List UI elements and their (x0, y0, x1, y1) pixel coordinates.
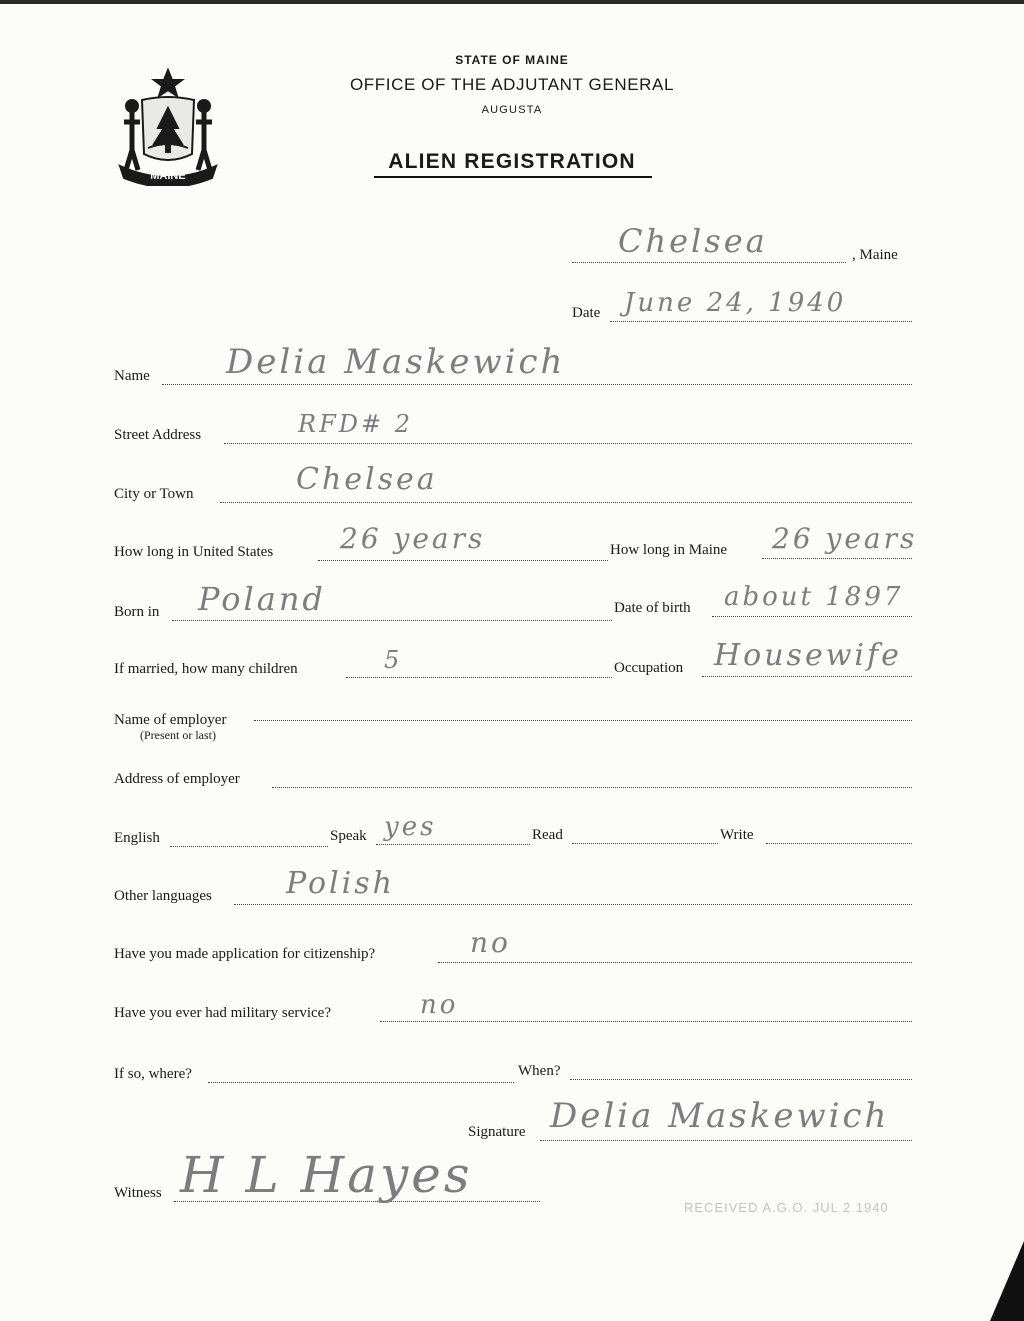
children-line (346, 677, 612, 678)
citizenship-value: no (470, 926, 511, 959)
other-languages-label: Other languages (114, 888, 212, 904)
place-value: Chelsea (618, 222, 768, 260)
signature-value: Delia Maskewich (550, 1096, 890, 1136)
street-value: RFD# 2 (298, 410, 413, 438)
employer-name-label: Name of employer (114, 712, 227, 728)
scan-corner (990, 1241, 1024, 1321)
other-languages-value: Polish (286, 866, 395, 901)
date-line (610, 321, 912, 322)
scan-edge (0, 0, 1024, 4)
how-long-maine-label: How long in Maine (610, 542, 728, 558)
write-label: Write (720, 827, 754, 843)
military-label: Have you ever had military service? (114, 1005, 331, 1021)
when-line (570, 1079, 912, 1080)
street-line (224, 443, 912, 444)
english-label: English (114, 830, 160, 846)
city-line (220, 502, 912, 503)
signature-line (540, 1140, 912, 1141)
born-in-line (172, 620, 612, 621)
seal-label: MAINE (150, 170, 186, 182)
occupation-label: Occupation (614, 660, 684, 676)
read-label: Read (532, 827, 563, 843)
born-in-label: Born in (114, 604, 160, 620)
children-value: 5 (384, 646, 403, 674)
date-label: Date (572, 305, 601, 321)
how-long-us-value: 26 years (340, 522, 486, 555)
witness-label: Witness (114, 1185, 162, 1201)
city-heading: AUGUSTA (481, 104, 543, 116)
date-of-birth-line (712, 616, 912, 617)
born-in-value: Poland (198, 580, 326, 618)
write-line (766, 843, 912, 844)
signature-label: Signature (468, 1124, 526, 1140)
street-label: Street Address (114, 427, 202, 443)
city-value: Chelsea (296, 462, 438, 497)
employer-name-sublabel: (Present or last) (140, 728, 216, 742)
how-long-us-label: How long in United States (114, 544, 274, 560)
how-long-us-line (318, 560, 608, 561)
employer-address-label: Address of employer (114, 771, 240, 787)
how-long-maine-line (762, 558, 912, 559)
state-heading: STATE OF MAINE (455, 53, 569, 67)
city-label: City or Town (114, 486, 194, 502)
occupation-value: Housewife (714, 638, 902, 673)
when-label: When? (518, 1063, 561, 1079)
witness-value: H L Hayes (180, 1146, 473, 1204)
name-label: Name (114, 368, 150, 384)
received-stamp: RECEIVED A.G.O. JUL 2 1940 (684, 1200, 889, 1215)
occupation-line (702, 676, 912, 677)
military-value: no (420, 990, 459, 1020)
form-title: ALIEN REGISTRATION (388, 150, 636, 173)
military-line (380, 1021, 912, 1022)
employer-name-line (254, 720, 912, 721)
date-of-birth-value: about 1897 (724, 582, 904, 612)
name-line (162, 384, 912, 385)
where-label: If so, where? (114, 1066, 192, 1082)
read-line (572, 843, 718, 844)
title-underline (374, 176, 652, 178)
english-line (170, 846, 328, 847)
citizenship-line (438, 962, 912, 963)
citizenship-label: Have you made application for citizenship? (114, 946, 376, 962)
name-value: Delia Maskewich (226, 342, 566, 382)
office-heading: OFFICE OF THE ADJUTANT GENERAL (349, 75, 675, 94)
children-label: If married, how many children (114, 661, 298, 677)
date-value: June 24, 1940 (624, 288, 847, 318)
other-languages-line (234, 904, 912, 905)
where-line (208, 1082, 514, 1083)
how-long-maine-value: 26 years (772, 522, 918, 555)
place-suffix: , Maine (852, 247, 898, 263)
date-of-birth-label: Date of birth (614, 600, 691, 616)
speak-line (376, 844, 530, 845)
place-line (572, 262, 846, 263)
employer-address-line (272, 787, 912, 788)
speak-label: Speak (330, 828, 367, 844)
speak-value: yes (384, 812, 437, 842)
